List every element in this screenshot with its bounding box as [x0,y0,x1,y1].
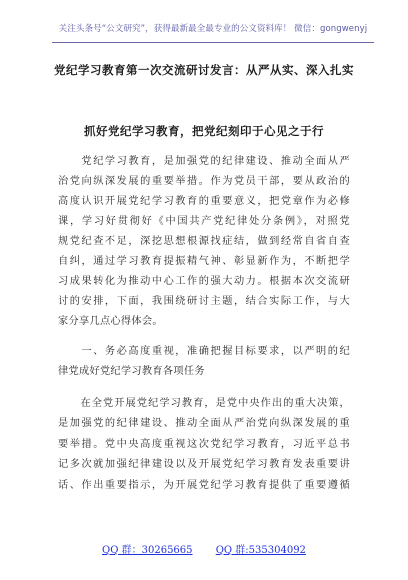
text-line: 在全党开展党纪学习教育，是党中央作出的重大决策， [58,398,350,409]
document-title-line2: 抓好党纪学习教育，把党纪刻印于心见之于行 [84,124,324,138]
text-line: 习成果转化为推动中心工作的强大动力。根据本次交流研 [58,276,350,287]
text-line: 高度认识开展党纪学习教育的重要意义，把党章作为必修 [58,196,350,207]
document-title-line1: 党纪学习教育第一次交流研讨发言：从严从实、深入扎实 [54,63,354,77]
text-line: 要举措。党中央高度重视这次党纪学习教育，习近平总书 [58,438,350,450]
text-line: 规党纪查不足，深挖思想根源找症结，做到经常自省自查 [58,236,350,247]
text-line: 是加强党的纪律建设、推动全面从严治党向纵深发展的重 [58,418,350,430]
qq-group-link-1[interactable]: QQ 群：30265665 [102,545,193,556]
section-heading-1 [58,342,350,382]
text-line: 律党成好党纪学习教育各项任务 [58,366,205,377]
paragraph-body [58,394,350,496]
text-line: 党纪学习教育，是加强党的纪律建设、推动全面从严 [58,156,350,167]
footer-contact [0,541,408,556]
text-line: 课，学习好贯彻好《中国共产党纪律处分条例》，对照党 [58,216,350,227]
text-line: 家分享几点心得体会。 [58,316,163,327]
text-line: 讨的安排，下面，我围绕研讨主题，结合实际工作，与大 [58,296,350,307]
text-line: 一、务必高度重视，准确把握目标要求，以严明的纪 [58,346,350,357]
header-notice: 关注头条号“公文研究”，获得最新最全最专业的公文资料库！ 微信：gongwenyj [58,24,368,34]
text-line: 治党向纵深发展的重要举措。作为党员干部，要从政治的 [58,176,350,187]
text-line: 记多次就加强纪律建设以及开展党纪学习教育发表重要讲 [58,459,350,471]
text-line: 自纠，通过学习教育提振精气神、彰显新作为，不断把学 [58,256,350,267]
paragraph-intro [58,152,350,332]
header-divider [52,42,374,43]
text-line: 话、作出重要指示，为开展党纪学习教育提供了重要遵循 [58,479,350,491]
qq-group-link-2[interactable]: QQ 群:535304092 [215,545,306,556]
